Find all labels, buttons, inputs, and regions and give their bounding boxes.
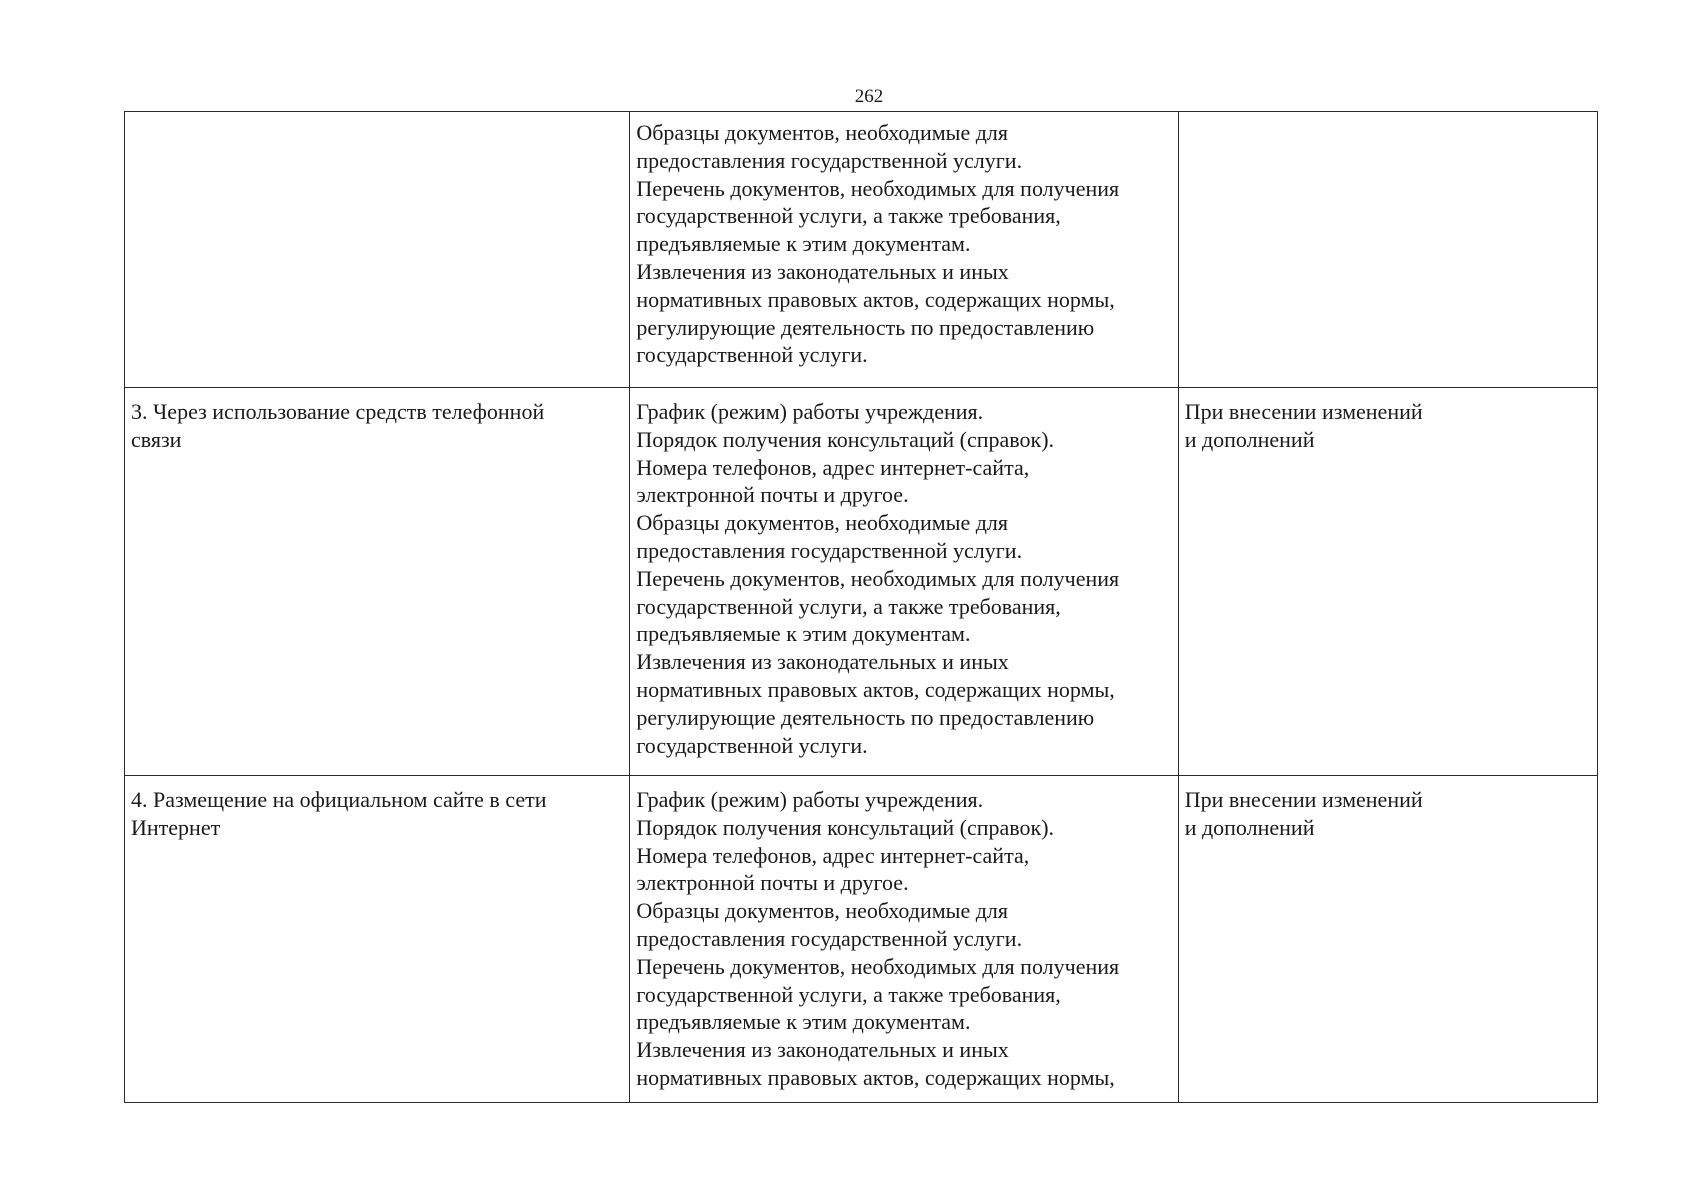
content-line: предоставления государственной услуги. — [636, 537, 1023, 563]
content-line: Образцы документов, необходимые для — [636, 120, 1009, 145]
page-number: 262 — [854, 86, 884, 107]
content-cell — [630, 112, 1178, 388]
period-cell — [1178, 388, 1597, 776]
period-line: При внесении изменений — [1184, 399, 1423, 424]
content-line: предъявляемые к этим документам. — [636, 621, 971, 647]
content-line: нормативных правовых актов, содержащих нормы, — [636, 676, 1115, 702]
content-cell — [630, 776, 1178, 1103]
period-line: При внесении изменений — [1184, 787, 1423, 812]
content-line: Образцы документов, необходимые для — [636, 898, 1009, 924]
information-table — [124, 111, 1598, 1103]
content-line: предъявляемые к этим документам. — [636, 231, 971, 257]
content-line: Перечень документов, необходимых для получения — [636, 953, 1120, 979]
content-line: Образцы документов, необходимые для — [636, 510, 1009, 536]
period-line: и дополнений — [1184, 426, 1315, 452]
content-line: Извлечения из законодательных и иных — [636, 1037, 1009, 1063]
content-line: электронной почты и другое. — [636, 482, 909, 508]
content-line: государственной услуги, а также требования, — [636, 203, 1061, 229]
content-cell — [630, 388, 1178, 776]
content-line: Порядок получения консультаций (справок). — [636, 426, 1055, 452]
content-line: Перечень документов, необходимых для получения — [636, 175, 1120, 201]
method-line: связи — [131, 426, 182, 452]
content-line: Номера телефонов, адрес интернет-сайта, — [636, 454, 1030, 480]
content-line: государственной услуги. — [636, 342, 868, 368]
content-line: Порядок получения консультаций (справок). — [636, 814, 1055, 840]
method-cell — [125, 776, 630, 1103]
content-line: предъявляемые к этим документам. — [636, 1009, 971, 1035]
content-line: регулирующие деятельность по предоставлению — [636, 314, 1095, 340]
content-line: регулирующие деятельность по предоставлению — [636, 704, 1095, 730]
content-line: График (режим) работы учреждения. — [636, 399, 984, 424]
content-line: Перечень документов, необходимых для получения — [636, 565, 1120, 591]
content-line: нормативных правовых актов, содержащих нормы, — [636, 286, 1115, 312]
table-row — [125, 776, 1598, 1103]
method-line: 3. Через использование средств телефонной — [131, 399, 545, 424]
period-cell — [1178, 776, 1597, 1103]
table-row — [125, 112, 1598, 388]
content-line: государственной услуги, а также требования, — [636, 981, 1061, 1007]
content-line: электронной почты и другое. — [636, 870, 909, 896]
period-cell — [1178, 112, 1597, 388]
period-line: и дополнений — [1184, 814, 1315, 840]
content-line: государственной услуги, а также требования, — [636, 593, 1061, 619]
content-line: нормативных правовых актов, содержащих нормы, — [636, 1064, 1115, 1090]
method-cell — [125, 388, 630, 776]
content-line: государственной услуги. — [636, 732, 868, 758]
content-line: Извлечения из законодательных и иных — [636, 649, 1009, 675]
method-line: Интернет — [131, 814, 221, 840]
table-row — [125, 388, 1598, 776]
method-line: 4. Размещение на официальном сайте в сети — [131, 787, 547, 812]
content-line: предоставления государственной услуги. — [636, 147, 1023, 173]
content-line: График (режим) работы учреждения. — [636, 787, 984, 812]
method-cell — [125, 112, 630, 388]
content-line: Номера телефонов, адрес интернет-сайта, — [636, 842, 1030, 868]
content-line: предоставления государственной услуги. — [636, 925, 1023, 951]
content-line: Извлечения из законодательных и иных — [636, 258, 1009, 284]
